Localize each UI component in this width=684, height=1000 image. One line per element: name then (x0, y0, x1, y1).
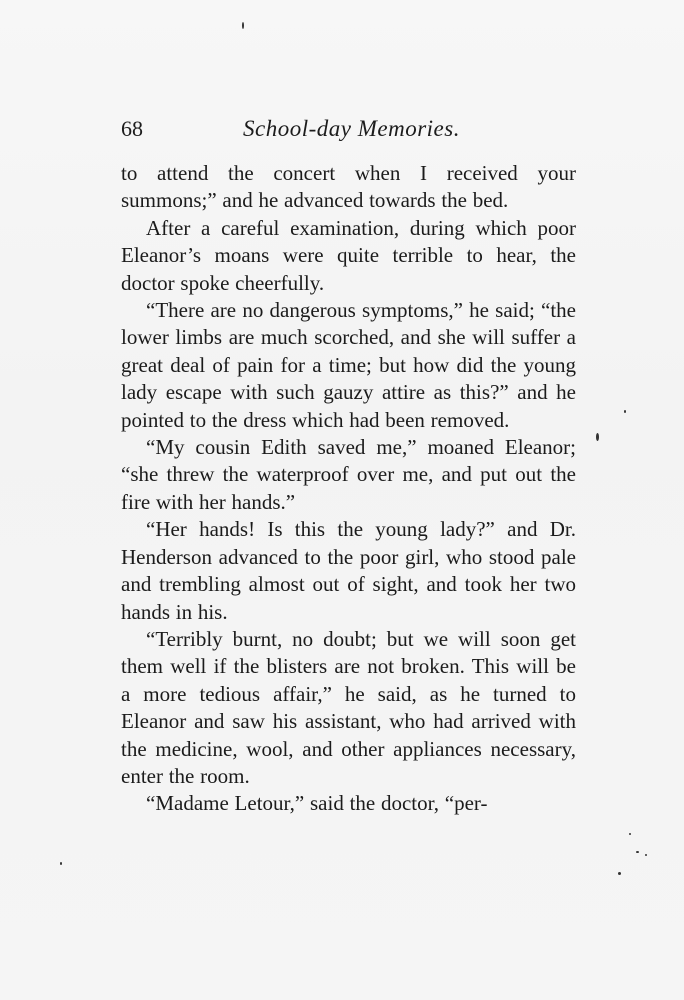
page-number: 68 (121, 116, 143, 141)
paragraph-symptoms: “There are no dangerous symptoms,” he said; “the lower limbs are much scorched, and she will suffer a great deal of pain for a time; but how did the young lady escape with such gauzy attire as this?” and he pointed to the dress which had been removed. (121, 298, 576, 432)
paragraph-continuation: to attend the concert when I received your summons;” and he advanced towards the bed. (121, 161, 576, 213)
scan-speck (624, 410, 626, 413)
paragraph-terribly-burnt: “Terribly burnt, no doubt; but we will soon get them well if the blisters are not broken. This will be a more tedious affair,” he said, as he turned to Eleanor and saw his assistant, who had arrived with the medicine, wool, and other appliances necessary, enter the room. (121, 626, 576, 788)
scan-speck (645, 854, 647, 856)
page-header (121, 116, 581, 146)
scan-speck (636, 851, 639, 853)
scan-speck (618, 872, 621, 875)
running-title: School-day Memories. (243, 116, 460, 141)
scan-speck (629, 833, 631, 835)
paragraph-her-hands: “Her hands! Is this the young lady?” and Dr. Henderson advanced to the poor girl, who stood pale and trembling almost out of sight, and took her two hands in his. (121, 517, 576, 624)
scan-speck (60, 862, 62, 865)
paragraph-madame-letour: “Madame Letour,” said the doctor, “per- (146, 791, 488, 816)
scan-speck (596, 433, 599, 441)
paragraph-examination: After a careful examination, during which poor Eleanor’s moans were quite terrible to hear, the doctor spoke cheerfully. (121, 215, 576, 295)
paragraph-cousin-edith: “My cousin Edith saved me,” moaned Eleanor; “she threw the waterproof over me, and put out the fire with her hands.” (121, 435, 576, 514)
scan-speck (242, 22, 244, 29)
body-text (121, 160, 576, 818)
